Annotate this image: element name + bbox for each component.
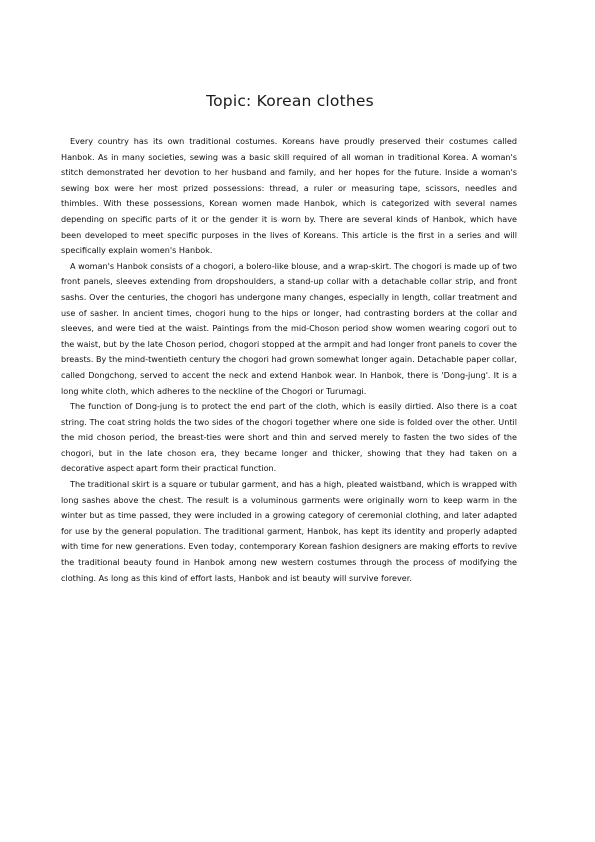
paragraph-dong-jung: The function of Dong-jung is to protect the end part of the cloth, which is easily dirtied. Also there is a coat string. The coat string holds the two sides of the chogori together where one side is folded over the other. Until the mid choson period, the breast-ties were short and thin and served merely to fasten the two sides of the chogori, but in the late choson era, they became longer and thicker, showing that they had taken on a decorative aspect apart form their practical function. bbox=[61, 401, 517, 474]
paragraph-intro: Every country has its own traditional costumes. Koreans have proudly preserved their costumes called Hanbok. As in many societies, sewing was a basic skill required of all woman in traditional Korea. A woman's stitch demonstrated her devotion to her husband and family, and her hopes for the future. Inside a woman's sewing box were her most prized possessions: thread, a ruler or measuring tape, scissors, needles and thimbles. With these possessions, Korean women made Hanbok, which is categorized with several names depending on specific parts of it or the gender it is worn by. There are several kinds of Hanbok, which have been developed to meet specific purposes in the lives of Koreans. This article is the first in a series and will specifically explain women's Hanbok. bbox=[61, 136, 517, 256]
document-title: Topic: Korean clothes bbox=[206, 92, 374, 110]
paragraph-skirt: The traditional skirt is a square or tubular garment, and has a high, pleated waistband, which is wrapped with long sashes above the chest. The result is a voluminous garments were originally worn to keep warm in the winter but as time passed, they were included in a growing category of ceremonial clothing, and later adapted for use by the general population. The traditional garment, Hanbok, has kept its identity and properly adapted with time for new generations. Even today, contemporary Korean fashion designers are making efforts to revive the traditional beauty found in Hanbok among new western costumes through the process of modifying the clothing. As long as this kind of effort lasts, Hanbok and ist beauty will survive forever. bbox=[61, 479, 517, 583]
paragraph-chogori: A woman's Hanbok consists of a chogori, a bolero-like blouse, and a wrap-skirt. The chogori is made up of two front panels, sleeves extending from dropshoulders, a stand-up collar with a detachable collar strip, and front sashs. Over the centuries, the chogori has undergone many changes, especially in length, collar treatment and use of sasher. In ancient times, chogori hung to the hips or longer, had contrasting borders at the collar and sleeves, and were tied at the waist. Paintings from the mid-Choson period show women wearing cogori out to the waist, but by the late Choson period, chogori stopped at the armpit and had longer front panels to cover the breasts. By the mind-twentieth century the chogori had grown somewhat longer again. Detachable paper collar, called Dongchong, served to accent the neck and extend Hanbok wear. In Hanbok, there is 'Dong-jung'. It is a long white cloth, which adheres to the neckline of the Chogori or Turumagi. bbox=[61, 260, 517, 396]
document-body bbox=[61, 134, 517, 586]
